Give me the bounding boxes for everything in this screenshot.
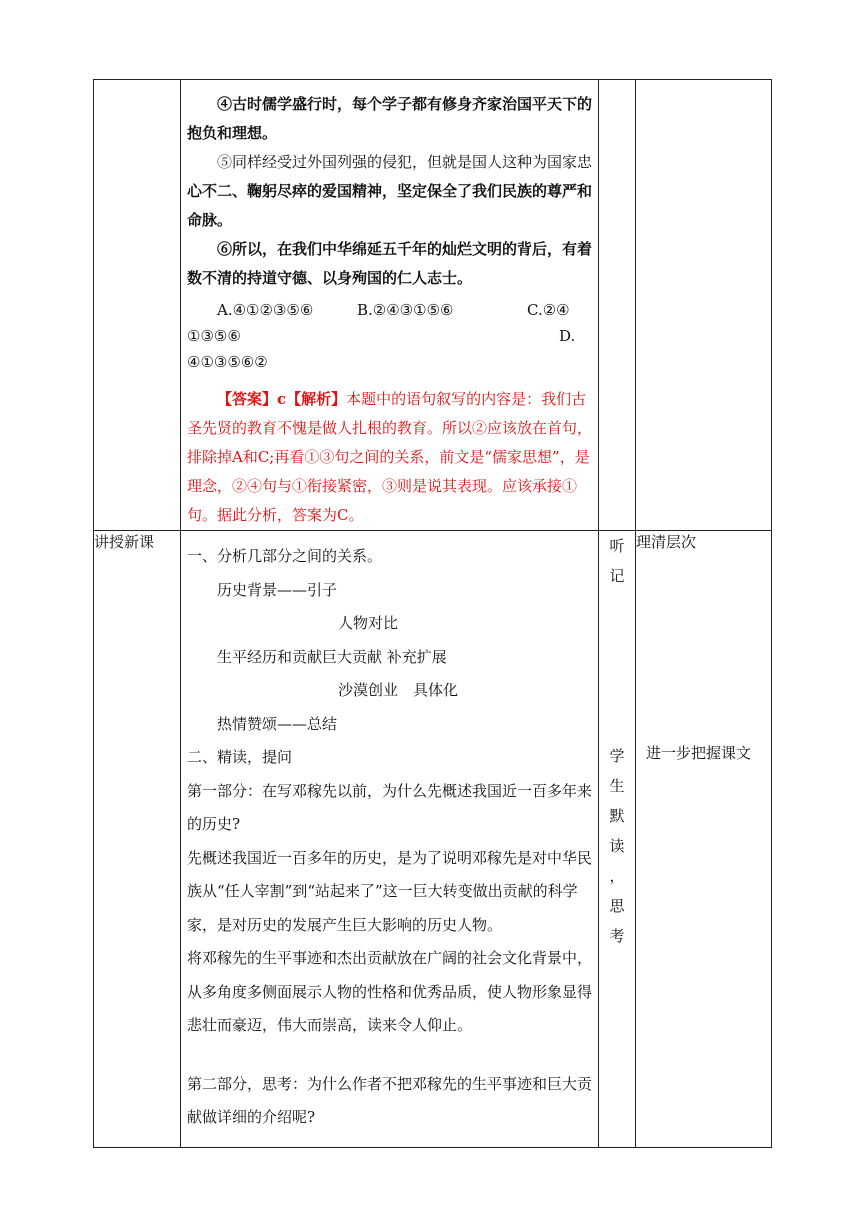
activity-char-2: 记: [609, 567, 625, 585]
activity-char-6: 读: [609, 837, 625, 855]
activity-gap: [599, 591, 635, 741]
activity-char-5: 默: [609, 807, 625, 825]
exercise-cell: [181, 80, 599, 531]
sentence-4: ④古时儒学盛行时，每个学子都有修身齐家治国平天下的抱负和理想。: [187, 95, 593, 142]
activity-char-9: 考: [609, 927, 625, 945]
structure-line-2: 人物对比: [338, 614, 399, 632]
sentence-5-rest: 心不二、鞠躬尽瘁的爱国精神，坚定保全了我们民族的尊严和命脉。: [187, 182, 593, 229]
design-intent-cell: [636, 531, 772, 1148]
answer-text: 本题中的语句叙写的内容是：我们古圣先贤的教育不愧是做人扎根的教育。所以②应该放在首句，排除掉A和C;再看①③句之间的关系，前文是“儒家思想”，是理念，②④句与①衔接紧密，③则是说其表现。应该承接①句。据此分析，答案为C。: [187, 390, 593, 524]
empty-label-cell: [94, 80, 181, 531]
student-activity-cell: [599, 531, 636, 1148]
activity-char-7: ，: [609, 867, 625, 885]
answer-tag: 【答案】c【解析】: [217, 390, 347, 408]
answer-options: [187, 293, 592, 377]
activity-char-1: 听: [609, 537, 625, 555]
option-a: A.④①②③⑤⑥: [217, 301, 314, 319]
option-b: B.②④③①⑤⑥: [357, 301, 454, 319]
activity-char-3: 学: [609, 747, 625, 765]
option-c-part1: C.②④: [527, 301, 570, 319]
sentence-6: ⑥所以，在我们中华绵延五千年的灿烂文明的背后，有着数不清的持道守德、以身殉国的仁人志士。: [187, 240, 593, 287]
activity-char-8: 思: [609, 897, 625, 915]
sentence-5: [187, 148, 592, 235]
section-label: 讲授新课: [94, 531, 181, 1148]
empty-note-cell: [636, 80, 772, 531]
lesson-plan-table: [93, 79, 772, 1148]
option-d-part2: ④①③⑤⑥②: [187, 353, 268, 371]
heading-2: 二、精读，提问: [187, 748, 293, 766]
note-1: 理清层次: [636, 533, 697, 551]
exercise-row: [94, 80, 772, 531]
question-1: 第一部分：在写邓稼先以前，为什么先概述我国近一百多年来的历史?: [187, 781, 593, 833]
answer-1b: 将邓稼先的生平事迹和杰出贡献放在广阔的社会文化背景中，从多角度多侧面展示人物的性格和优秀品质，使人物形象显得悲壮而豪迈，伟大而崇高，读来令人仰止。: [187, 949, 593, 1034]
structure-line-3: 生平经历和贡献巨大贡献 补充扩展: [217, 647, 447, 666]
question-2: 第二部分，思考：为什么作者不把邓稼先的生平事迹和巨大贡献做详细的介绍呢?: [187, 1074, 593, 1126]
activity-char-4: 生: [609, 777, 625, 795]
heading-1: 一、分析几部分之间的关系。: [187, 547, 383, 565]
sentence-5-lead: ⑤同样经受过外国列强的侵犯，但就是国人这种为国家忠: [217, 153, 593, 171]
structure-line-1: 历史背景——引子: [217, 580, 338, 599]
answer-explanation: [187, 385, 592, 530]
empty-activity-cell: [599, 80, 636, 531]
option-d-part1: D.: [559, 327, 576, 345]
option-c-part2: ①③⑤⑥: [187, 327, 241, 345]
lesson-content-cell: [181, 531, 599, 1148]
spacer: [187, 1043, 592, 1068]
note-2: 进一步把握课文: [646, 744, 752, 762]
structure-line-4: 沙漠创业 具体化: [338, 681, 459, 699]
new-lesson-row: [94, 531, 772, 1148]
answer-1: 先概述我国近一百多年的历史，是为了说明邓稼先是对中华民族从“任人宰割”到“站起来了”这一巨大转变做出贡献的科学家，是对历史的发展产生巨大影响的历史人物。: [187, 848, 593, 934]
structure-line-5: 热情赞颂——总结: [217, 714, 338, 733]
